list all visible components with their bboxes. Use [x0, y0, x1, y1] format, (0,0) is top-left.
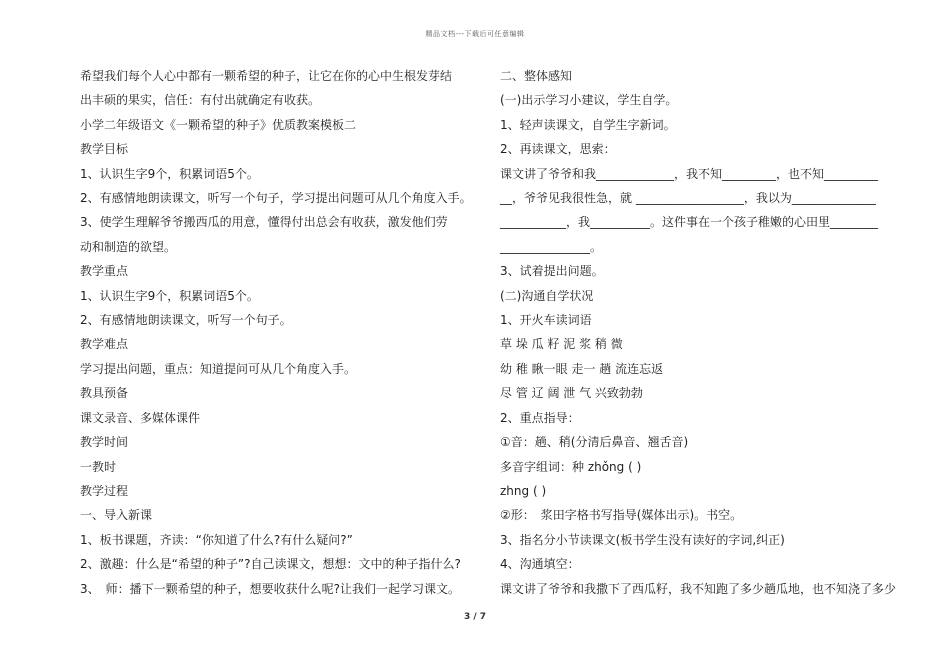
page-number: 3 / 7 — [463, 612, 487, 622]
word-list: 幼 稚 瞅一眼 走一 趟 流连忘返 — [500, 361, 664, 376]
section-heading: 教学难点 — [80, 337, 129, 352]
paragraph: 1、板书课题，齐读：“你知道了什么?有什么疑问?” — [80, 532, 353, 547]
page-header: 精品文档---下载后可任意编辑 — [425, 30, 525, 38]
paragraph: 3、 师：播下一颗希望的种子，想要收获什么呢?让我们一起学习课文。 — [80, 581, 461, 596]
paragraph: ①音：趟、稍(分清后鼻音、翘舌音) — [500, 435, 689, 450]
section-heading: 教具预备 — [80, 386, 129, 401]
paragraph: 2、再读课文，思索： — [500, 142, 616, 157]
section-heading: 教学过程 — [80, 483, 129, 498]
paragraph: 3、指名分小节读课文(板书学生没有读好的字词,纠正) — [500, 532, 785, 547]
paragraph: 3、试着提出问题。 — [500, 264, 604, 279]
word-list: 尽 管 辽 阔 泄 气 兴致勃勃 — [500, 386, 643, 401]
paragraph: (一)出示学习小建议，学生自学。 — [500, 93, 678, 108]
paragraph: 1、认识生字9个，积累词语5个。 — [80, 166, 259, 181]
paragraph: 课文录音、多媒体课件 — [80, 410, 201, 425]
paragraph: 小学二年级语文《一颗希望的种子》优质教案模板二 — [80, 117, 357, 132]
paragraph: 4、沟通填空： — [500, 557, 580, 572]
paragraph: 2、激趣：什么是“希望的种子”?自己读课文，想想：文中的种子指什么? — [80, 557, 461, 572]
paragraph: 1、认识生字9个，积累词语5个。 — [80, 288, 259, 303]
fill-in-paragraph: 课文讲了爷爷和我_____________，我不知_________，也不知___________，爷爷见我很性急，就 __________________，我以为_________________________，我__________。这件事在一个孩子稚嫩的心田里_______________________。 — [500, 166, 879, 254]
paragraph: 1、轻声读课文，自学生字新词。 — [500, 117, 676, 132]
paragraph: 课文讲了爷爷和我撒下了西瓜籽，我不知跑了多少趟瓜地，也不知浇了多少 — [500, 581, 897, 596]
paragraph: 一、导入新课 — [80, 508, 153, 523]
paragraph: 多音字组词：种 zhǒng ( ) — [500, 459, 642, 474]
paragraph: 2、重点指导： — [500, 410, 580, 425]
paragraph: 一教时 — [80, 459, 117, 474]
paragraph: 1、开火车读词语 — [500, 313, 592, 328]
paragraph: 学习提出问题，重点：知道提问可从几个角度入手。 — [80, 361, 357, 376]
paragraph: 2、有感情地朗读课文，听写一个句子。 — [80, 313, 292, 328]
paragraph: 3、使学生理解爷爷搬西瓜的用意，懂得付出总会有收获，激发他们劳动和制造的欲望。 — [80, 215, 448, 254]
paragraph: 2、有感情地朗读课文，听写一个句子，学习提出问题可从几个角度入手。 — [80, 191, 472, 206]
section-heading: 教学重点 — [80, 264, 129, 279]
section-heading: (二)沟通自学状况 — [500, 288, 594, 303]
section-heading: 二、整体感知 — [500, 69, 573, 83]
right-column — [500, 64, 897, 601]
section-heading: 教学时间 — [80, 435, 129, 450]
section-heading: 教学目标 — [80, 142, 129, 157]
paragraph: 希望我们每个人心中都有一颗希望的种子，让它在你的心中生根发芽结出丰硕的果实，信任：有付出就确定有收获。 — [80, 69, 453, 108]
left-column — [80, 64, 472, 601]
word-list: 草 垛 瓜 籽 泥 浆 稍 微 — [500, 337, 623, 352]
paragraph: ②形： 浆田字格书写指导(媒体出示)。书空。 — [500, 508, 743, 523]
paragraph: zhng ( ) — [500, 483, 547, 498]
